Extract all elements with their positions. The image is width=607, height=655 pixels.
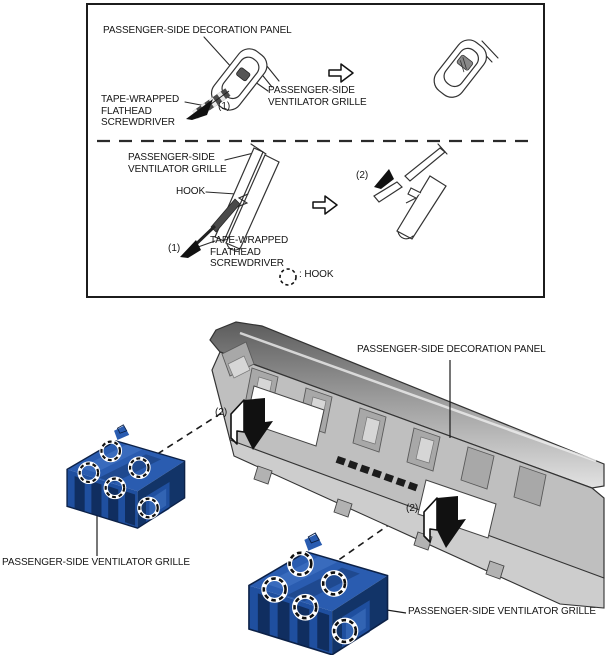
ventilator-grille-label: PASSENGER-SIDE VENTILATOR GRILLE: [268, 85, 367, 108]
upper-step-marker: (2): [215, 407, 228, 418]
lower-step-marker: (2): [406, 503, 419, 514]
direction-arrow-icon: [313, 196, 337, 214]
hook-legend-label: : HOOK: [299, 269, 334, 280]
ventilator-grille-label-right: PASSENGER-SIDE VENTILATOR GRILLE: [408, 606, 596, 617]
direction-arrow-icon: [329, 64, 353, 82]
decoration-panel-drawing: [210, 322, 604, 608]
instruction-box: [86, 3, 545, 298]
step2-marker: (2): [356, 170, 369, 181]
step1-marker: (1): [168, 243, 181, 254]
decoration-panel-leader-line: [204, 37, 233, 69]
instruction-box-art: [88, 5, 543, 296]
removed-panel-drawing: [429, 35, 498, 103]
decoration-panel-label: PASSENGER-SIDE DECORATION PANEL: [103, 25, 292, 36]
main-illustration: [0, 320, 607, 655]
hook-legend-icon: [280, 269, 296, 285]
ventilator-grille-label: PASSENGER-SIDE VENTILATOR GRILLE: [128, 152, 227, 175]
ventilator-grille-right: [249, 533, 388, 655]
ventilator-grille-label-left: PASSENGER-SIDE VENTILATOR GRILLE: [2, 557, 190, 568]
hook-leader-line: [206, 192, 236, 194]
separated-pieces-drawing: [374, 144, 447, 239]
tool-label: TAPE-WRAPPED FLATHEAD SCREWDRIVER: [210, 235, 289, 269]
decoration-panel-label: PASSENGER-SIDE DECORATION PANEL: [357, 344, 546, 355]
step1-marker: (1): [218, 101, 231, 112]
main-illustration-art: [0, 320, 607, 655]
tool-label: TAPE-WRAPPED FLATHEAD SCREWDRIVER: [101, 94, 180, 128]
hook-label: HOOK: [176, 186, 206, 197]
ventilator-grille-left: [67, 425, 185, 528]
